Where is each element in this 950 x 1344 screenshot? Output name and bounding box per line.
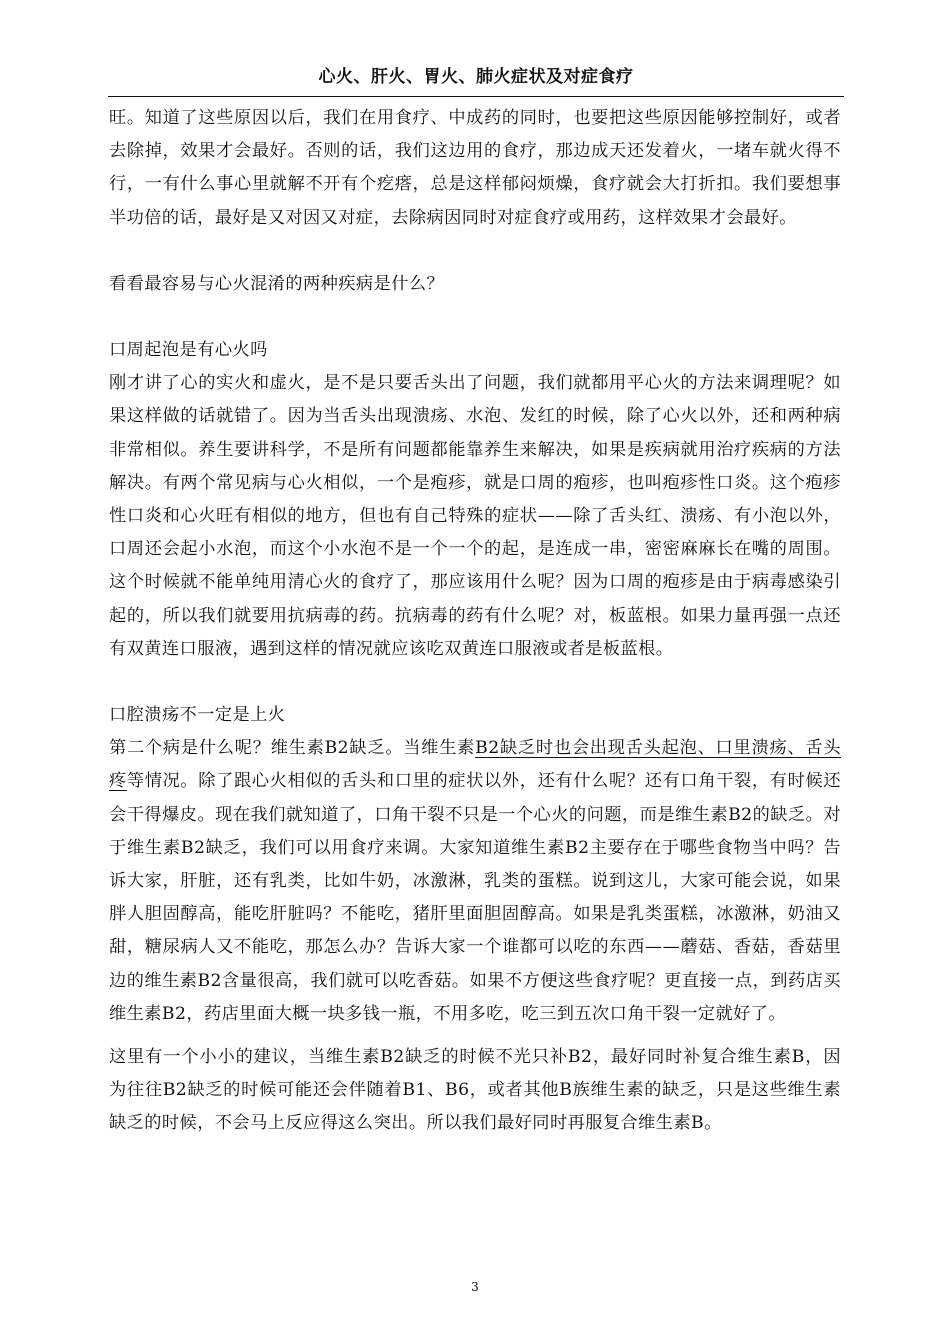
page-number: 3	[471, 1280, 479, 1294]
section-paragraph-vitamin-b2	[109, 732, 841, 1031]
section-heading-ulcer: 口腔溃疡不一定是上火	[109, 705, 286, 726]
section-heading-herpes: 口周起泡是有心火吗	[109, 340, 268, 361]
intro-paragraph: 旺。知道了这些原因以后，我们在用食疗、中成药的同时，也要把这些原因能够控制好，或者去除掉，效果才会最好。否则的话，我们这边用的食疗，那边成天还发着火，一堵车就火得不行，一有什么事心里就解不开有个疙瘩，总是这样郁闷烦燥，食疗就会大打折扣。我们要想事半功倍的话，最好是又对因又对症，去除病因同时对症食疗或用药，这样效果才会最好。	[109, 108, 841, 228]
page-content	[109, 102, 841, 1141]
underlined-text: B2缺乏时也会出现舌头起泡、口里溃疡、舌头疼	[109, 738, 841, 792]
section-paragraph-herpes: 刚才讲了心的实火和虚火，是不是只要舌头出了问题，我们就都用平心火的方法来调理呢？如果这样做的话就错了。因为当舌头出现溃疡、水泡、发红的时候，除了心火以外，还和两种病非常相似。养生要讲科学，不是所有问题都能靠养生来解决，如果是疾病就用治疗疾病的方法解决。有两个常见病与心火相似，一个是疱疹，就是口周的疱疹，也叫疱疹性口炎。这个疱疹性口炎和心火旺有相似的地方，但也有自己特殊的症状——除了舌头红、溃疡、有小泡以外，口周还会起小水泡，而这个小水泡不是一个一个的起，是连成一串，密密麻麻长在嘴的周围。这个时候就不能单纯用清心火的食疗了，那应该用什么呢？因为口周的疱疹是由于病毒感染引起的，所以我们就要用抗病毒的药。抗病毒的药有什么呢？对，板蓝根。如果力量再强一点还有双黄连口服液，遇到这样的情况就应该吃双黄连口服液或者是板蓝根。	[109, 373, 841, 659]
question-heading: 看看最容易与心火混淆的两种疾病是什么？	[109, 273, 445, 294]
spacer	[109, 666, 841, 699]
paragraph-text: 第二个病是什么呢？维生素B2缺乏。当维生素	[109, 738, 476, 759]
spacer	[109, 235, 841, 268]
header-divider	[108, 96, 844, 97]
spacer	[109, 1031, 841, 1041]
section-paragraph-advice: 这里有一个小小的建议，当维生素B2缺乏的时候不光只补B2，最好同时补复合维生素B，因为往往B2缺乏的时候可能还会伴随着B1、B6，或者其他B族维生素的缺乏，只是这些维生素缺乏的时候，不会马上反应得这么突出。所以我们最好同时再服复合维生素B。	[109, 1047, 841, 1134]
paragraph-text: 等情况。除了跟心火相似的舌头和口里的症状以外，还有什么呢？还有口角干裂，有时候还会干得爆皮。现在我们就知道了，口角干裂不只是一个心火的问题，而是维生素B2的缺乏。对于维生素B2缺乏，我们可以用食疗来调。大家知道维生素B2主要存在于哪些食物当中吗？告诉大家，肝脏，还有乳类，比如牛奶，冰激淋，乳类的蛋糕。说到这儿，大家可能会说，如果胖人胆固醇高，能吃肝脏吗？不能吃，猪肝里面胆固醇高。如果是乳类蛋糕，冰激淋，奶油又甜，糖尿病人又不能吃，那怎么办？告诉大家一个谁都可以吃的东西——蘑菇、香菇，香菇里边的维生素B2含量很高，我们就可以吃香菇。如果不方便这些食疗呢？更直接一点，到药店买维生素B2，药店里面大概一块多钱一瓶，不用多吃，吃三到五次口角干裂一定就好了。	[109, 771, 841, 1024]
running-header-title: 心火、肝火、胃火、肺火症状及对症食疗	[318, 67, 634, 87]
spacer	[109, 301, 841, 334]
